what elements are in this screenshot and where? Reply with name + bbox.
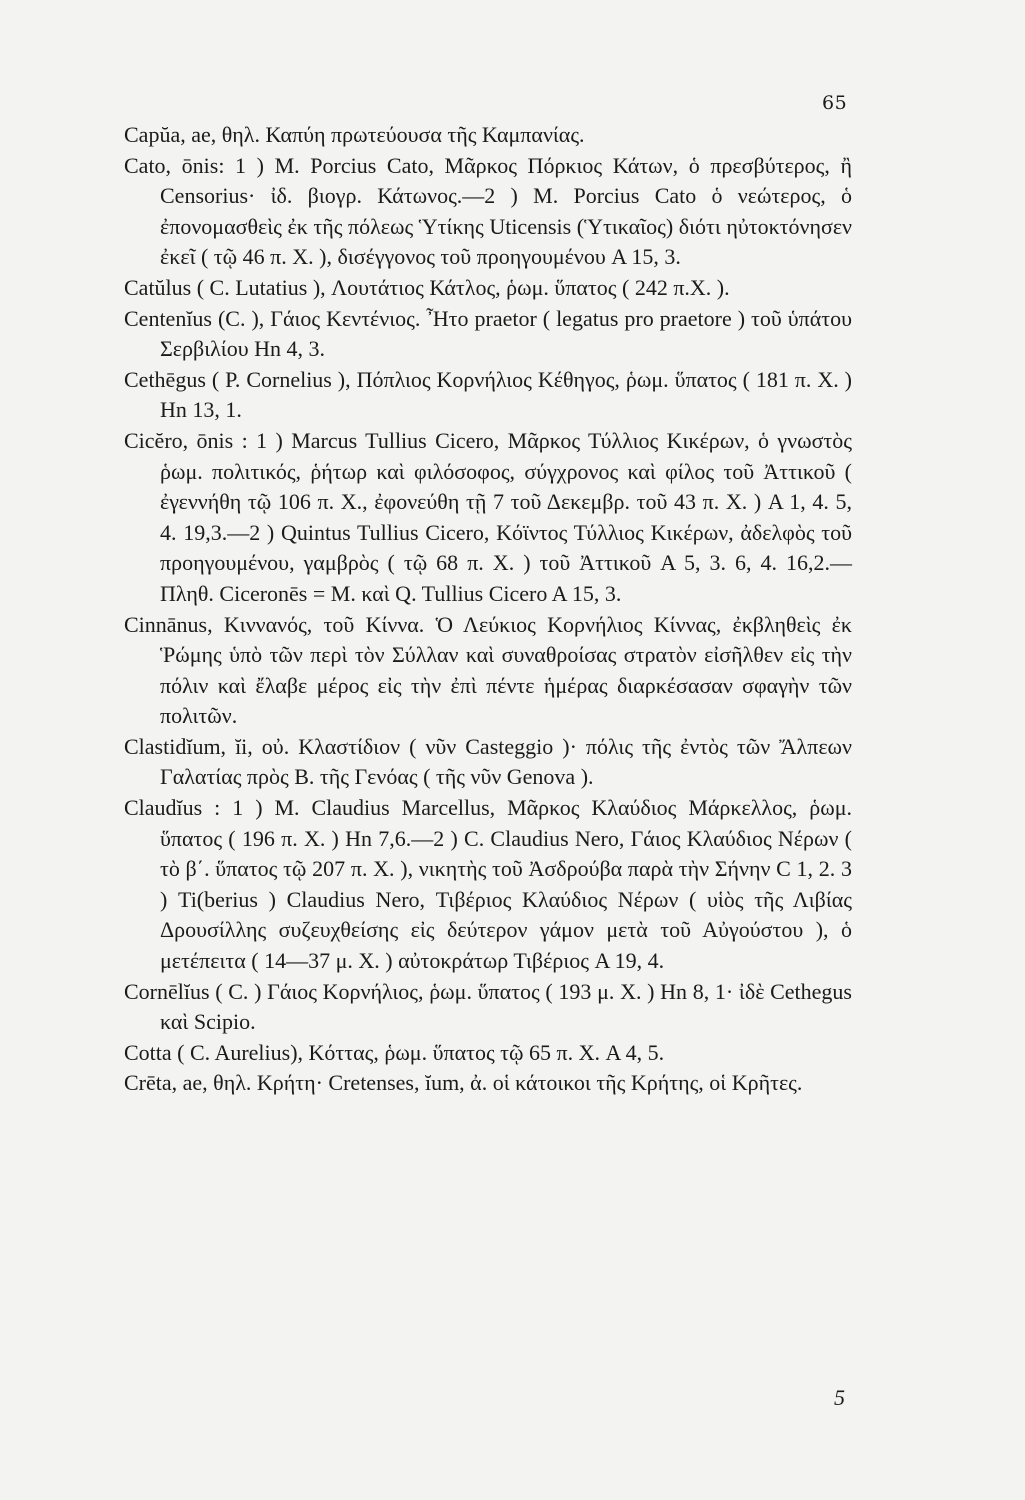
entry-catulus: Catŭlus ( C. Lutatius ), Λουτάτιος Κάτλος, ῥωμ. ὕπατος ( 242 π.Χ. ). <box>124 274 730 300</box>
dictionary-entries <box>124 120 852 1099</box>
entry-cornelius: Cornēlĭus ( C. ) Γάιος Κορνήλιος, ῥωμ. ὕπατος ( 193 μ. Χ. ) Hn 8, 1· ἰδὲ Cethegus καὶ Scipio. <box>124 978 852 1035</box>
entry-claudius: Claudĭus : 1 ) M. Claudius Marcellus, Μᾶρκος Κλαύδιος Μάρκελλος, ῥωμ. ὕπατος ( 196 π. Χ. ) Hn 7,6.—2 ) C. Claudius Nero, Γάιος Κλαύδιος Νέρων ( τὸ β΄. ὕπατος τῷ 207 π. Χ. ), νικητὴς τοῦ Ἀσδρούβα παρὰ τὴν Σήνην C 1, 2. 3 ) Ti(berius ) Claudius Nero, Τιβέριος Κλαύδιος Νέρων ( υἱὸς τῆς Λιβίας Δρουσίλλης συζευχθείσης εἰς δεύτερον γάμον μετὰ τοῦ Αὐγούστου ), ὁ μετέπειτα ( 14—37 μ. Χ. ) αὐτοκράτωρ Τιβέριος A 19, 4. <box>124 795 852 974</box>
entry-creta: Crēta, ae, θηλ. Κρήτη· Cretenses, ĭum, ἀ. οἱ κάτοικοι τῆς Κρήτης, οἱ Κρῆτες. <box>124 1070 803 1096</box>
entry-cato: Cato, ōnis: 1 ) M. Porcius Cato, Μᾶρκος Πόρκιος Κάτων, ὁ πρεσβύτερος, ἢ Censorius· ἰδ. βιογρ. Κάτωνος.—2 ) M. Porcius Cato ὁ νεώτερος, ὁ ἐπονομασθεὶς ἐκ τῆς πόλεως Ὑτίκης Uticensis (Ὑτικαῖος) διότι ηὐτοκτόνησεν ἐκεῖ ( τῷ 46 π. Χ. ), δισέγγονος τοῦ προηγουμένου A 15, 3. <box>124 152 852 270</box>
entry-cinnanus: Cinnānus, Κιννανός, τοῦ Κίννα. Ὁ Λεύκιος Κορνήλιος Κίννας, ἐκβληθεὶς ἐκ Ῥώμης ὑπὸ τῶν περὶ τὸν Σύλλαν καὶ συναθροίσας στρατὸν εἰσῆλθεν εἰς τὴν πόλιν καὶ ἔλαβε μέρος εἰς τὴν ἐπὶ πέντε ἡμέρας διαρκέσασαν σφαγὴν τῶν πολιτῶν. <box>124 611 852 729</box>
entry-cotta: Cotta ( C. Aurelius), Κόττας, ῥωμ. ὕπατος τῷ 65 π. Χ. A 4, 5. <box>124 1039 665 1065</box>
entry-capua: Capŭa, ae, θηλ. Καπύη πρωτεύουσα τῆς Καμπανίας. <box>124 122 585 147</box>
page-number: 65 <box>822 92 848 114</box>
entry-cicero: Cicĕro, ōnis : 1 ) Marcus Tullius Cicero, Μᾶρκος Τύλλιος Κικέρων, ὁ γνωστὸς ῥωμ. πολιτικός, ῥήτωρ καὶ φιλόσοφος, σύγχρονος καὶ φίλος τοῦ Ἀττικοῦ ( ἐγεννήθη τῷ 106 π. Χ., ἐφονεύθη τῇ 7 τοῦ Δεκεμβρ. τοῦ 43 π. Χ. ) A 1, 4. 5, 4. 19,3.—2 ) Quintus Tullius Cicero, Κόϊντος Τύλλιος Κικέρων, ἀδελφὸς τοῦ προηγουμένου, γαμβρὸς ( τῷ 68 π. Χ. ) τοῦ Ἀττικοῦ A 5, 3. 6, 4. 16,2.—Πληθ. Ciceronēs = M. καὶ Q. Tullius Cicero A 15, 3. <box>124 427 852 606</box>
entry-cethegus: Cethēgus ( P. Cornelius ), Πόπλιος Κορνήλιος Κέθηγος, ῥωμ. ὕπατος ( 181 π. Χ. ) Hn 13, 1. <box>124 366 852 423</box>
entry-centenius: Centenĭus (C. ), Γάιος Κεντένιος. Ἦτο praetor ( legatus pro praetore ) τοῦ ὑπάτου Σερβιλίου Hn 4, 3. <box>124 305 852 362</box>
entry-clastidium: Clastidĭum, ĭi, οὐ. Κλαστίδιον ( νῦν Casteggio )· πόλις τῆς ἐντὸς τῶν Ἄλπεων Γαλατίας πρὸς B. τῆς Γενόας ( τῆς νῦν Genova ). <box>124 733 852 790</box>
signature-mark: 5 <box>834 1385 845 1410</box>
